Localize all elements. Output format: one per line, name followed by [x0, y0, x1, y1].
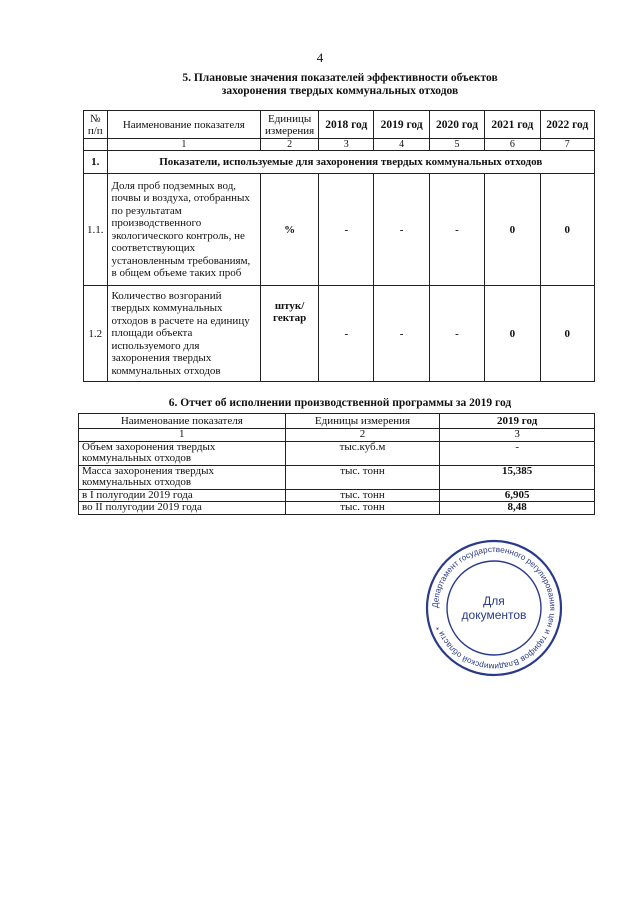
row-value-2020: -: [429, 174, 484, 286]
row-name: Объем захоронения твердых коммунальных отходов: [79, 441, 286, 465]
header-name: Наименование показателя: [107, 111, 261, 139]
row-value-2021: 0: [485, 286, 540, 382]
section5-title-line1: 5. Плановые значения показателей эффективности объектов: [182, 72, 498, 84]
header-2018: 2018 год: [319, 111, 374, 139]
row-num: 1.1.: [84, 174, 108, 286]
column-index-row: [84, 139, 595, 151]
header-2021: 2021 год: [485, 111, 540, 139]
header-units: Единицы измерения: [285, 414, 440, 429]
row-unit: %: [261, 174, 319, 286]
stamp-center-line1: Для: [483, 594, 505, 608]
row-name: Доля проб подземных вод, почвы и воздуха, отобранных по результатам производственного экологического контроль, не соответствующих установленным требованиям, в общем объеме таких проб: [107, 174, 261, 286]
stamp-ring-text: Департамент государственного регулирования цен и тарифов Владимирской области *: [430, 544, 558, 672]
row-unit: тыс. тонн: [285, 465, 440, 489]
row-value: 15,385: [440, 465, 595, 489]
row-value-2021: 0: [485, 174, 540, 286]
row-value-2020: -: [429, 286, 484, 382]
row-value-2018: -: [319, 286, 374, 382]
row-value: 8,48: [440, 502, 595, 515]
section6-title: 6. Отчет об исполнении производственной программы за 2019 год: [168, 397, 512, 409]
header-2020: 2020 год: [429, 111, 484, 139]
row-name: во II полугодии 2019 года: [79, 502, 286, 515]
index-cell: 6: [485, 139, 540, 151]
row-num: 1.2: [84, 286, 108, 382]
header-num: № п/п: [84, 111, 108, 139]
index-cell: 5: [429, 139, 484, 151]
program-report-table: [78, 413, 595, 515]
stamp-center-line2: документов: [461, 608, 527, 622]
index-cell: 1: [107, 139, 261, 151]
index-cell: 1: [79, 429, 286, 442]
index-cell: 4: [374, 139, 429, 151]
row-name: Масса захоронения твердых коммунальных отходов: [79, 465, 286, 489]
indicators-plan-table: [83, 110, 595, 382]
column-index-row: [79, 429, 595, 442]
header-year: 2019 год: [440, 414, 595, 429]
table-row: [84, 286, 595, 382]
row-value: 6,905: [440, 489, 595, 502]
table-header-row: [84, 111, 595, 139]
row-value: -: [440, 441, 595, 465]
official-stamp: [424, 538, 564, 678]
table-row: [79, 489, 595, 502]
row-value-2022: 0: [540, 286, 594, 382]
group-row: [84, 151, 595, 174]
row-unit: штук/ гектар: [261, 286, 319, 382]
index-cell: 2: [261, 139, 319, 151]
section5-title-line2: захоронения твердых коммунальных отходов: [221, 85, 459, 97]
header-units: Единицы измерения: [261, 111, 319, 139]
index-cell: 2: [285, 429, 440, 442]
header-2022: 2022 год: [540, 111, 594, 139]
row-name: Количество возгораний твердых коммунальных отходов в расчете на единицу площади объекта используемого для захоронения твердых коммунальных отходов: [107, 286, 261, 382]
row-value-2018: -: [319, 174, 374, 286]
table-row: [84, 174, 595, 286]
section5-title: [100, 72, 580, 98]
row-value-2019: -: [374, 286, 429, 382]
index-cell: 7: [540, 139, 594, 151]
header-2019: 2019 год: [374, 111, 429, 139]
row-unit: тыс. тонн: [285, 502, 440, 515]
table-row: [79, 502, 595, 515]
row-unit: тыс. тонн: [285, 489, 440, 502]
row-value-2022: 0: [540, 174, 594, 286]
index-cell: 3: [319, 139, 374, 151]
group-name: Показатели, используемые для захоронения твердых коммунальных отходов: [107, 151, 595, 174]
header-name: Наименование показателя: [79, 414, 286, 429]
row-unit: тыс.куб.м: [285, 441, 440, 465]
page-number: 4: [316, 50, 324, 65]
index-cell: 3: [440, 429, 595, 442]
row-value-2019: -: [374, 174, 429, 286]
row-name: в I полугодии 2019 года: [79, 489, 286, 502]
table-header-row: [79, 414, 595, 429]
group-num: 1.: [84, 151, 108, 174]
table-row: [79, 441, 595, 465]
table-row: [79, 465, 595, 489]
